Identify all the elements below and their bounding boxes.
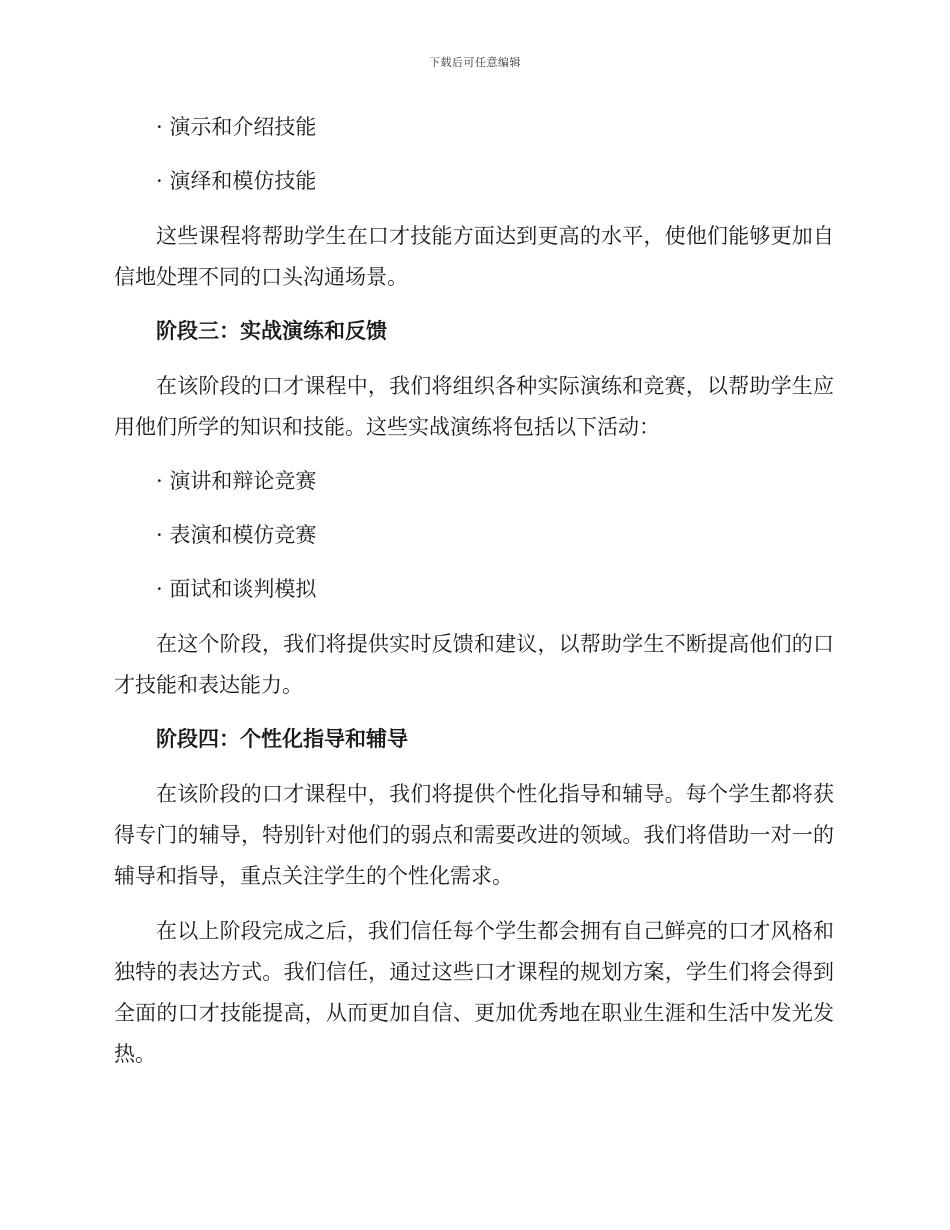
paragraph: 在以上阶段完成之后，我们信任每个学生都会拥有自己鲜亮的口才风格和独特的表达方式。我们信任，通过这些口才课程的规划方案，学生们将会得到全面的口才技能提高，从而更加自信、更加优秀地在职业生涯和生活中发光发热。 — [114, 919, 834, 1066]
bullet-item: · 演讲和辩论竞赛 — [156, 469, 317, 493]
document-body — [114, 108, 834, 1089]
paragraph: 在该阶段的口才课程中，我们将提供个性化指导和辅导。每个学生都将获得专门的辅导，特别针对他们的弱点和需要改进的领域。我们将借助一对一的辅导和指导，重点关注学生的个性化需求。 — [114, 782, 834, 888]
paragraph: 在该阶段的口才课程中，我们将组织各种实际演练和竞赛，以帮助学生应用他们所学的知识和技能。这些实战演练将包括以下活动： — [114, 374, 834, 439]
bullet-item: · 表演和模仿竞赛 — [156, 523, 317, 547]
paragraph: 这些课程将帮助学生在口才技能方面达到更高的水平，使他们能够更加自信地处理不同的口头沟通场景。 — [114, 224, 834, 289]
paragraph: 在这个阶段，我们将提供实时反馈和建议，以帮助学生不断提高他们的口才技能和表达能力。 — [114, 632, 834, 697]
section-heading-stage-3: 阶段三：实战演练和反馈 — [156, 319, 387, 343]
section-heading-stage-4: 阶段四：个性化指导和辅导 — [156, 727, 408, 751]
page-header-note: 下载后可任意编辑 — [429, 56, 521, 69]
bullet-item: · 演示和介绍技能 — [156, 115, 317, 139]
bullet-item: · 演绎和模仿技能 — [156, 169, 317, 193]
bullet-item: · 面试和谈判模拟 — [156, 577, 317, 601]
